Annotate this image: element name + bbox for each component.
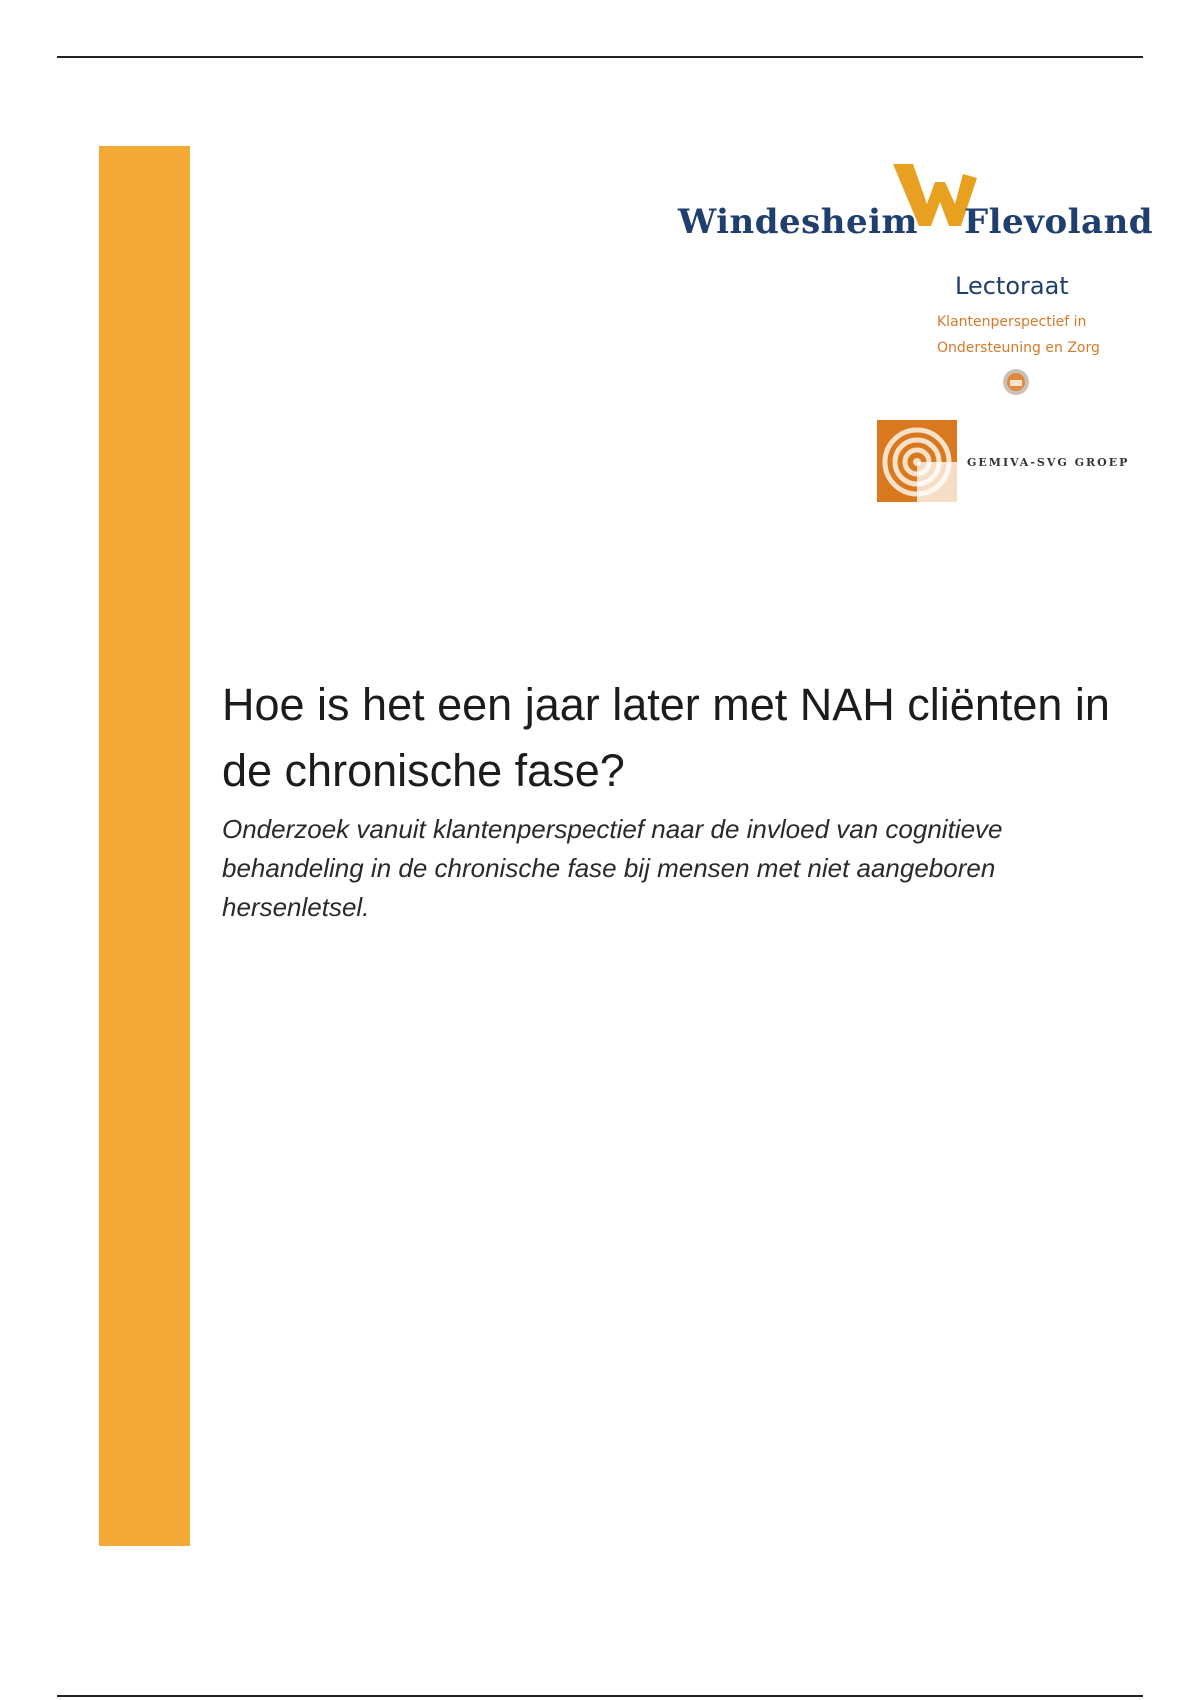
orange-side-bar: [99, 146, 190, 1546]
bottom-rule: [57, 1695, 1143, 1697]
lectoraat-line-1: Klantenperspectief in: [937, 314, 1087, 330]
logo-word-flevoland: Flevoland: [964, 202, 1154, 242]
gemiva-spiral-icon: [877, 420, 957, 502]
document-subtitle: Onderzoek vanuit klantenperspectief naar de invloed van cognitieve behandeling in de chronische fase bij mensen met niet aangeboren hersenletsel.: [222, 814, 1003, 922]
lectoraat-title: Lectoraat: [955, 272, 1069, 300]
gemiva-name: GEMIVA-SVG GROEP: [967, 456, 1130, 469]
gemiva-svg-logo: [877, 420, 1137, 504]
lectoraat-line-2: Ondersteuning en Zorg: [937, 340, 1100, 356]
lectoraat-badge-icon: [1002, 368, 1030, 396]
windesheim-flevoland-logo: [678, 160, 1154, 250]
top-rule: [57, 56, 1143, 58]
logo-word-windesheim: Windesheim: [678, 202, 919, 242]
document-title: Hoe is het een jaar later met NAH cliënten in de chronische fase?: [222, 679, 1110, 796]
